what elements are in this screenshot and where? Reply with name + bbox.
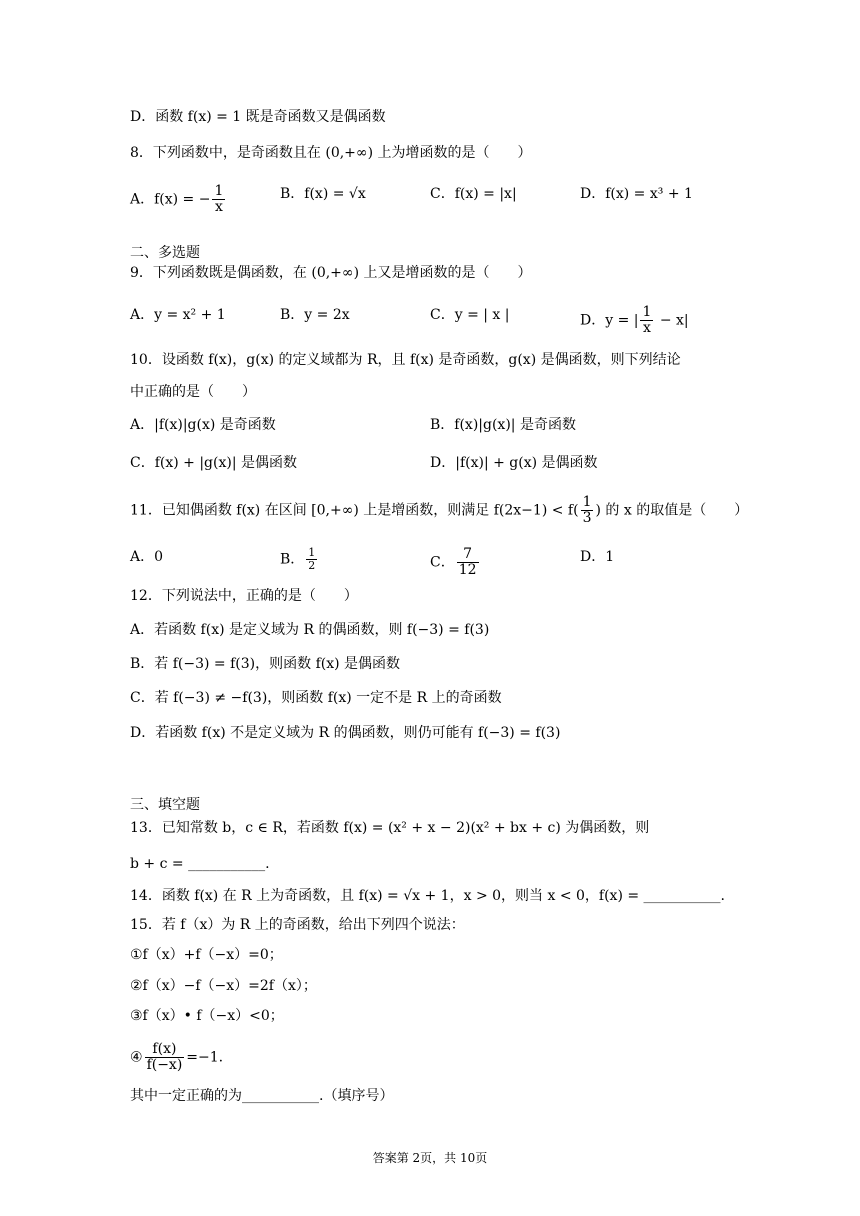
- q8-option-c: C．f(x) = |x|: [430, 186, 517, 202]
- fraction: [306, 547, 317, 572]
- denominator: 12: [458, 562, 477, 578]
- q15-statement-2: ②f（x）−f（−x）=2f（x）；: [130, 978, 317, 994]
- numerator: 1: [582, 494, 592, 510]
- q12-option-d: D．若函数 f(x) 不是定义域为 R 的偶函数，则仍可能有 f(−3) = f(3): [130, 725, 561, 741]
- fraction: [145, 1042, 185, 1073]
- question-11-text: 11．已知偶函数 f(x) 在区间 [0,+∞) 上是增函数，则满足 f(2x−1) < f(: [130, 502, 579, 519]
- q15-statement-3: ③f（x）• f（−x）<0；: [130, 1008, 284, 1024]
- q9-option-d-text: D．y = |: [580, 312, 639, 329]
- q9-option-d-tail: − x|: [655, 312, 689, 329]
- q10-option-d: D．|f(x)| + g(x) 是偶函数: [430, 455, 598, 471]
- question-11-tail: ) 的 x 的取值是（ ）: [595, 502, 749, 519]
- question-9: 9．下列函数既是偶函数，在 (0,+∞) 上又是增函数的是（ ）: [130, 265, 532, 281]
- q8-option-b: B．f(x) = √x: [280, 186, 366, 202]
- fraction: [640, 305, 653, 336]
- q10-option-a: A．|f(x)|g(x) 是奇函数: [130, 417, 276, 433]
- denominator: f(−x): [146, 1057, 183, 1073]
- question-10-line1: 10．设函数 f(x)，g(x) 的定义域都为 R，且 f(x) 是奇函数，g(x) 是偶函数，则下列结论: [130, 352, 681, 368]
- section-heading-fill: 三、填空题: [130, 797, 200, 813]
- question-8: 8．下列函数中，是奇函数且在 (0,+∞) 上为增函数的是（ ）: [130, 145, 532, 161]
- q12-option-b: B．若 f(−3) = f(3)，则函数 f(x) 是偶函数: [130, 656, 401, 672]
- question-11: [130, 495, 748, 526]
- denominator: 3: [582, 510, 592, 526]
- q12-option-c: C．若 f(−3) ≠ −f(3)，则函数 f(x) 一定不是 R 上的奇函数: [130, 690, 502, 706]
- option-7d: D．函数 f(x) = 1 既是奇函数又是偶函数: [130, 109, 386, 125]
- question-15: 15．若 f（x）为 R 上的奇函数，给出下列四个说法：: [130, 917, 465, 933]
- numerator: 1: [214, 183, 224, 199]
- question-13-line1: 13．已知常数 b，c ∈ R，若函数 f(x) = (x² + x − 2)(x² + bx + c) 为偶函数，则: [130, 820, 650, 836]
- q9-option-c: C．y = | x |: [430, 307, 510, 323]
- fraction: [212, 184, 225, 215]
- denominator: x: [642, 320, 651, 336]
- numerator: 1: [308, 546, 316, 559]
- q8-option-a: [130, 184, 227, 215]
- q9-option-d: [580, 305, 689, 336]
- numerator: f(x): [145, 1042, 185, 1058]
- q15-statement-1: ①f（x）+f（−x）=0；: [130, 947, 283, 963]
- q11-option-b-text: B．: [280, 551, 305, 568]
- q11-option-a: A．0: [130, 549, 164, 565]
- page-footer: 答案第 2页，共 10页: [372, 1151, 488, 1165]
- q11-option-c: [430, 547, 481, 578]
- q11-option-c-text: C．: [430, 554, 455, 571]
- q15-statement-4: [130, 1042, 223, 1073]
- fraction: [457, 547, 479, 578]
- q9-option-a: A．y = x² + 1: [130, 307, 226, 323]
- q9-option-b: B．y = 2x: [280, 307, 350, 323]
- q10-option-b: B．f(x)|g(x)| 是奇函数: [430, 417, 576, 433]
- fraction: [581, 495, 594, 526]
- question-14: 14．函数 f(x) 在 R 上为奇函数，且 f(x) = √x + 1，x > 0，则当 x < 0，f(x) = ___________.: [130, 888, 725, 904]
- q8-option-d: D．f(x) = x³ + 1: [580, 186, 693, 202]
- q10-option-c: C．f(x) + |g(x)| 是偶函数: [130, 455, 298, 471]
- question-10-line2: 中正确的是（ ）: [130, 384, 256, 400]
- q11-option-b: [280, 547, 319, 572]
- question-13-line2: b + c = ___________.: [130, 856, 270, 872]
- numerator: 7: [457, 547, 479, 563]
- q8-option-a-text: A．f(x) = −: [130, 191, 211, 208]
- numerator: 1: [642, 304, 652, 320]
- denominator: x: [214, 199, 223, 215]
- q15-statement-4-suffix: =−1.: [186, 1049, 224, 1066]
- question-12: 12．下列说法中，正确的是（ ）: [130, 588, 358, 604]
- denominator: 2: [308, 559, 316, 572]
- q15-ending: 其中一定正确的为___________.（填序号）: [130, 1088, 394, 1104]
- q15-statement-4-prefix: ④: [130, 1049, 143, 1066]
- section-heading-multi: 二、多选题: [130, 245, 200, 261]
- q12-option-a: A．若函数 f(x) 是定义域为 R 的偶函数，则 f(−3) = f(3): [130, 622, 490, 638]
- q11-option-d: D．1: [580, 549, 615, 565]
